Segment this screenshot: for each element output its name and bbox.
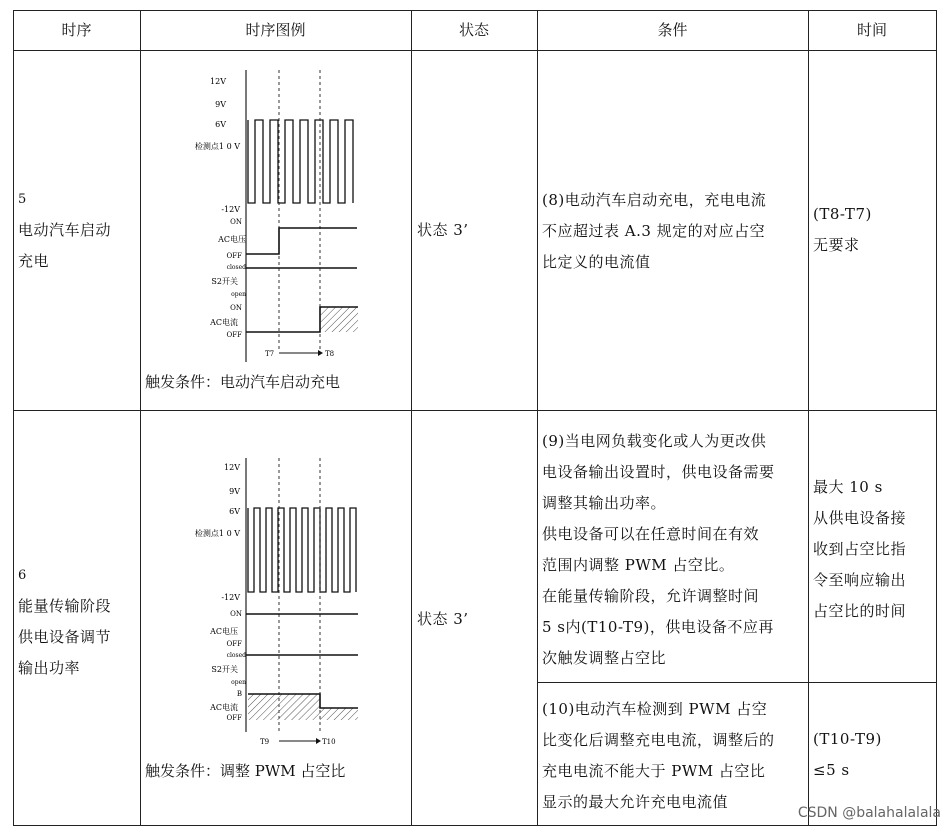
row5-timing-diagram (142, 62, 408, 362)
pwm-waveform (248, 120, 353, 203)
svg-text:OFF: OFF (226, 252, 242, 260)
row5-seq-no: 5 (18, 192, 27, 207)
row6-seq (18, 560, 140, 684)
ac-voltage-line (246, 228, 357, 254)
svg-text:-12V: -12V (221, 593, 240, 602)
row5-trigger: 触发条件：电动汽车启动充电 (145, 373, 341, 391)
row6-time1-line: 令至响应输出 (813, 571, 907, 589)
svg-text:T10: T10 (322, 738, 336, 746)
svg-text:OFF: OFF (226, 331, 242, 339)
svg-text:6V: 6V (229, 507, 240, 516)
svg-text:closed: closed (226, 264, 246, 271)
row6-seq-no: 6 (18, 568, 27, 583)
row6-time2-line: (T10-T9) (813, 730, 882, 748)
row5-state: 状态 3’ (417, 221, 469, 239)
row5-cond-line: 不应超过表 A.3 规定的对应占空 (542, 222, 766, 240)
row6-time1-line: 收到占空比指 (813, 540, 907, 558)
header-time: 时间 (856, 21, 887, 39)
row6-trigger: 触发条件：调整 PWM 占空比 (145, 762, 346, 780)
svg-text:open: open (231, 679, 246, 686)
v-label-6v: 6V (215, 120, 226, 129)
row5-cond-line: (8)电动汽车启动充电，充电电流 (542, 191, 767, 209)
header-state: 状态 (458, 21, 489, 39)
row5-time-line: (T8-T7) (813, 205, 872, 223)
row5-condition (542, 185, 806, 278)
svg-text:open: open (231, 291, 246, 298)
v-label-9v: 9V (215, 100, 226, 109)
v-label-detect: 检测点1 (194, 142, 224, 151)
svg-text:12V: 12V (224, 463, 240, 472)
svg-text:S2开关: S2开关 (211, 665, 238, 674)
row6-cond1-line: 5 s内(T10-T9)，供电设备不应再 (542, 618, 774, 636)
watermark: CSDN @balahalalala (797, 805, 941, 821)
row6-cond1-line: 范围内调整 PWM 占空比。 (542, 556, 735, 574)
row6-cond2-line: 显示的最大允许充电电流值 (542, 793, 729, 811)
row6-state: 状态 3’ (417, 610, 469, 628)
v-label-0v: 0 V (226, 142, 240, 151)
ac-current-label: AC电流 (210, 318, 238, 327)
row5-seq (18, 184, 140, 277)
row6-cond2-line: (10)电动汽车检测到 PWM 占空 (542, 700, 768, 718)
t-end-label: T8 (325, 350, 335, 358)
svg-text:B: B (236, 690, 242, 698)
row6-seq-line: 输出功率 (18, 659, 81, 677)
svg-text:0 V: 0 V (226, 529, 240, 538)
svg-text:检测点1: 检测点1 (194, 529, 224, 538)
row5-seq-line: 电动汽车启动 (18, 221, 112, 239)
row6-cond1-line: 次触发调整占空比 (542, 649, 667, 667)
svg-text:ON: ON (230, 304, 242, 312)
row5-time (813, 199, 935, 261)
header-diagram: 时序图例 (245, 21, 306, 39)
svg-text:AC电压: AC电压 (210, 627, 238, 636)
row6-time1-line: 最大 10 s (813, 478, 883, 496)
v-label-neg12v: -12V (221, 205, 240, 214)
ac-voltage-label: AC电压 (218, 235, 246, 244)
header-condition: 条件 (657, 21, 688, 39)
svg-text:OFF: OFF (226, 714, 242, 722)
row6-cond1-line: (9)当电网负载变化或人为更改供 (542, 432, 767, 450)
svg-text:ON: ON (230, 218, 242, 226)
row6-seq-line: 能量传输阶段 (18, 597, 112, 615)
row6-time-2 (813, 724, 935, 786)
row6-seq-line: 供电设备调节 (18, 628, 112, 646)
header-seq: 时序 (61, 21, 92, 39)
row6-time2-line: ≤5 s (813, 761, 850, 779)
row5-time-line: 无要求 (813, 236, 860, 254)
row6-cond1-line: 电设备输出设置时，供电设备需要 (542, 463, 775, 481)
row6-condition-1 (542, 426, 806, 674)
svg-text:OFF: OFF (226, 640, 242, 648)
row6-time1-line: 占空比的时间 (813, 602, 907, 620)
row6-cond2-line: 充电电流不能大于 PWM 占空比 (542, 762, 766, 780)
ac-current-hatch (320, 307, 358, 332)
svg-text:closed: closed (226, 652, 246, 659)
row5-seq-line: 充电 (18, 252, 50, 270)
row6-condition-2 (542, 694, 806, 818)
row6-cond1-line: 在能量传输阶段，允许调整时间 (542, 587, 760, 605)
row6-cond1-line: 调整其输出功率。 (542, 494, 667, 512)
svg-text:ON: ON (230, 610, 242, 618)
s2-label: S2开关 (211, 277, 238, 286)
row6-time1-line: 从供电设备接 (813, 509, 907, 527)
row6-cond2-line: 比变化后调整充电电流，调整后的 (542, 731, 775, 749)
v-label-12v: 12V (210, 77, 226, 86)
pwm-waveform (248, 508, 356, 592)
row6-time-1 (813, 472, 935, 627)
row6-timing-diagram (142, 452, 408, 752)
t-start-label: T7 (265, 350, 275, 358)
svg-text:AC电流: AC电流 (210, 703, 238, 712)
svg-text:9V: 9V (229, 487, 240, 496)
row5-cond-line: 比定义的电流值 (542, 253, 651, 271)
svg-text:T9: T9 (260, 738, 270, 746)
row6-cond1-line: 供电设备可以在任意时间在有效 (542, 525, 760, 543)
